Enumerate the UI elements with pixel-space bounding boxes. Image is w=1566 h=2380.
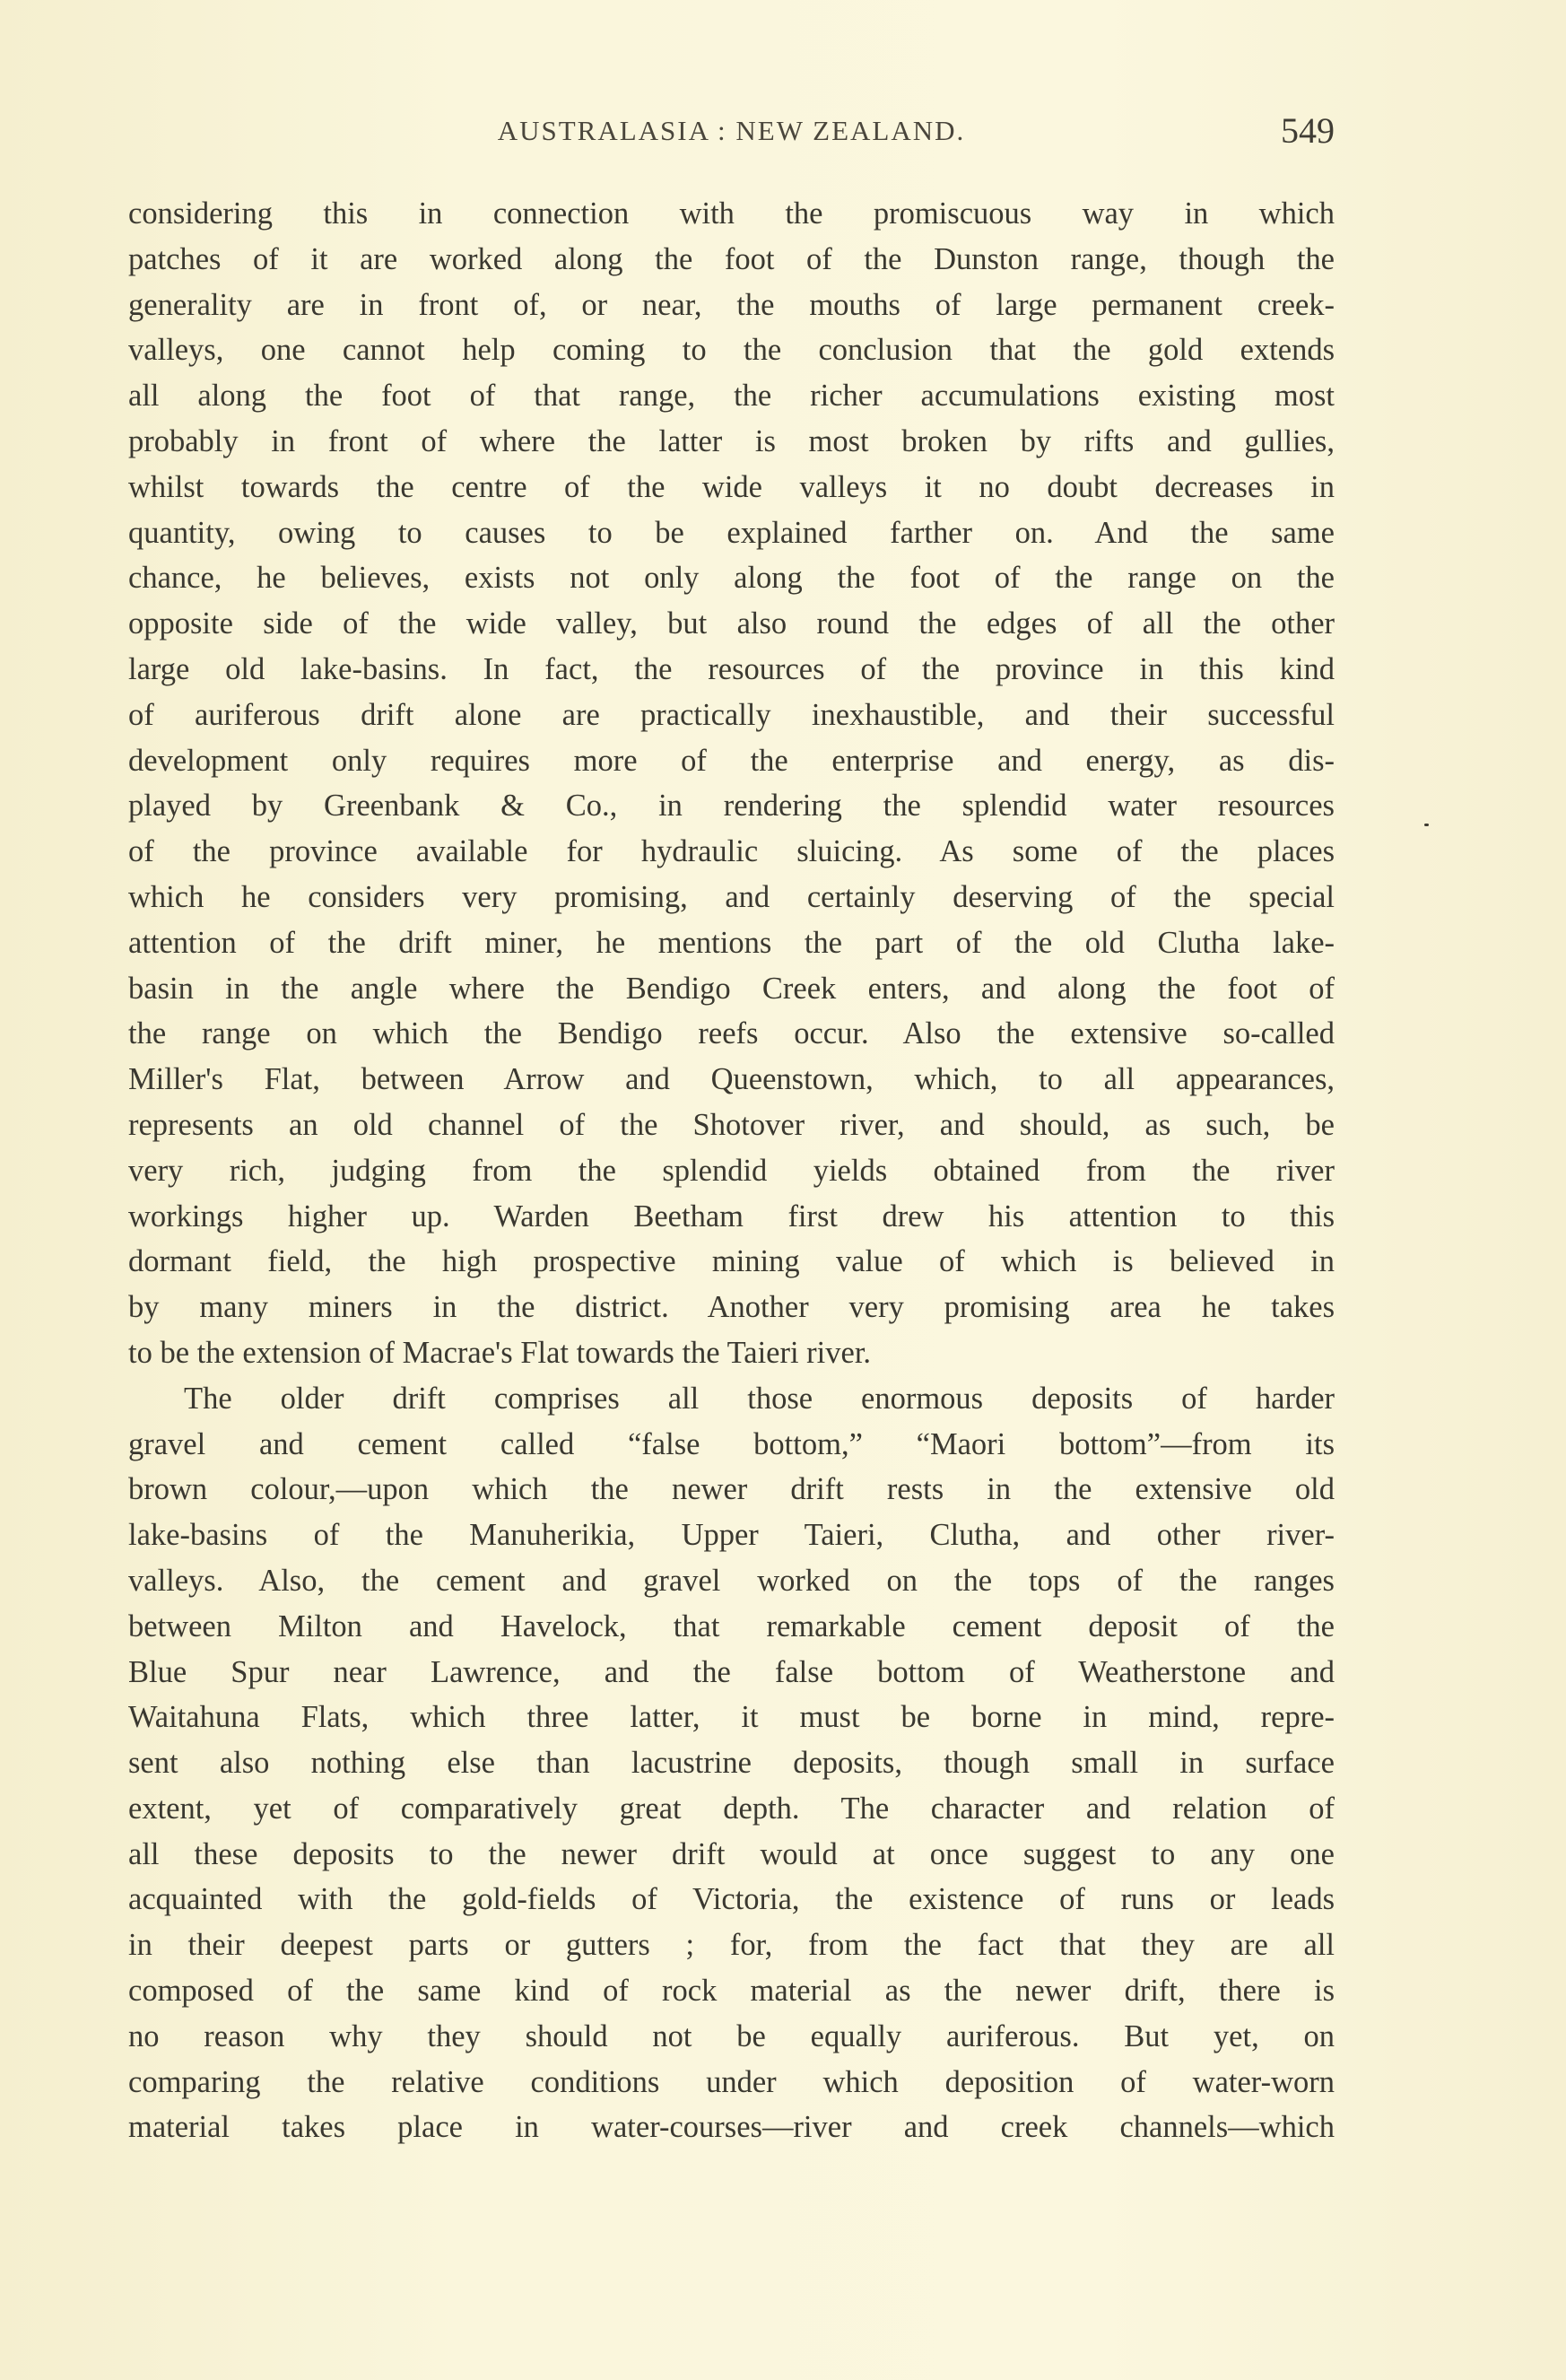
text-line: which he considers very promising, and certainly deserving of the special bbox=[128, 879, 1335, 914]
text-line: Blue Spur near Lawrence, and the false bottom of Weatherstone and bbox=[128, 1654, 1335, 1689]
text-line: of the province available for hydraulic sluicing. As some of the places bbox=[128, 834, 1335, 869]
text-line: all these deposits to the newer drift would at once suggest to any one bbox=[128, 1836, 1335, 1871]
text-line: probably in front of where the latter is most broken by rifts and gullies, bbox=[128, 423, 1335, 458]
text-line: development only requires more of the enterprise and energy, as dis- bbox=[128, 743, 1335, 778]
text-line: gravel and cement called “false bottom,” “Maori bottom”—from its bbox=[128, 1426, 1335, 1461]
text-line: in their deepest parts or gutters ; for, from the fact that they are all bbox=[128, 1928, 1335, 1963]
paragraph-2 bbox=[128, 1376, 1335, 2151]
paper-speck bbox=[1424, 824, 1429, 826]
page-number: 549 bbox=[1281, 110, 1335, 151]
text-line: very rich, judging from the splendid yields obtained from the river bbox=[128, 1153, 1335, 1188]
text-line: the range on which the Bendigo reefs occur. Also the extensive so-called bbox=[128, 1016, 1335, 1051]
text-line: patches of it are worked along the foot of the Dunston range, though the bbox=[128, 241, 1335, 276]
text-line: valleys. Also, the cement and gravel worked on the tops of the ranges bbox=[128, 1563, 1335, 1598]
running-title: AUSTRALASIA : NEW ZEALAND. bbox=[497, 115, 966, 146]
text-line: chance, he believes, exists not only along the foot of the range on the bbox=[128, 561, 1335, 596]
text-line: acquainted with the gold-fields of Victoria, the existence of runs or leads bbox=[128, 1882, 1335, 1917]
text-line: of auriferous drift alone are practically inexhaustible, and their successful bbox=[128, 697, 1335, 732]
text-line: represents an old channel of the Shotover river, and should, as such, be bbox=[128, 1107, 1335, 1142]
body-text bbox=[128, 191, 1335, 2150]
text-line: valleys, one cannot help coming to the conclusion that the gold extends bbox=[128, 333, 1335, 368]
text-line: between Milton and Havelock, that remarkable cement deposit of the bbox=[128, 1608, 1335, 1643]
text-line: workings higher up. Warden Beetham first drew his attention to this bbox=[128, 1199, 1335, 1234]
text-line: extent, yet of comparatively great depth. The character and relation of bbox=[128, 1791, 1335, 1826]
text-line: attention of the drift miner, he mentions the part of the old Clutha lake- bbox=[128, 925, 1335, 960]
text-line: all along the foot of that range, the richer accumulations existing most bbox=[128, 379, 1335, 414]
text-line: comparing the relative conditions under which deposition of water-worn bbox=[128, 2064, 1335, 2099]
text-line: Waitahuna Flats, which three latter, it must be borne in mind, repre- bbox=[128, 1700, 1335, 1735]
text-line: dormant field, the high prospective mining value of which is believed in bbox=[128, 1244, 1335, 1279]
text-line: brown colour,—upon which the newer drift rests in the extensive old bbox=[128, 1472, 1335, 1507]
text-line: generality are in front of, or near, the mouths of large permanent creek- bbox=[128, 287, 1335, 322]
running-head bbox=[128, 106, 1335, 160]
text-line: The older drift comprises all those enormous deposits of harder bbox=[184, 1381, 1335, 1416]
text-line: lake-basins of the Manuherikia, Upper Taieri, Clutha, and other river- bbox=[128, 1518, 1335, 1553]
paragraph-1 bbox=[128, 191, 1335, 1376]
text-line: opposite side of the wide valley, but also round the edges of all the other bbox=[128, 606, 1335, 641]
text-line: sent also nothing else than lacustrine deposits, though small in surface bbox=[128, 1746, 1335, 1781]
text-line: played by Greenbank & Co., in rendering the splendid water resources bbox=[128, 789, 1335, 824]
text-line: whilst towards the centre of the wide valleys it no doubt decreases in bbox=[128, 469, 1335, 504]
text-line: by many miners in the district. Another very promising area he takes bbox=[128, 1290, 1335, 1325]
text-line: considering this in connection with the promiscuous way in which bbox=[128, 196, 1335, 231]
text-line: no reason why they should not be equally auriferous. But yet, on bbox=[128, 2018, 1335, 2053]
text-line: composed of the same kind of rock material as the newer drift, there is bbox=[128, 1974, 1335, 2009]
text-line: to be the extension of Macrae's Flat towards the Taieri river. bbox=[128, 1335, 872, 1370]
text-line: basin in the angle where the Bendigo Creek enters, and along the foot of bbox=[128, 971, 1335, 1006]
text-line: large old lake-basins. In fact, the resources of the province in this kind bbox=[128, 651, 1335, 686]
text-line: material takes place in water-courses—river and creek channels—which bbox=[128, 2110, 1335, 2145]
text-line: quantity, owing to causes to be explained farther on. And the same bbox=[128, 515, 1335, 550]
text-line: Miller's Flat, between Arrow and Queenstown, which, to all appearances, bbox=[128, 1062, 1335, 1097]
